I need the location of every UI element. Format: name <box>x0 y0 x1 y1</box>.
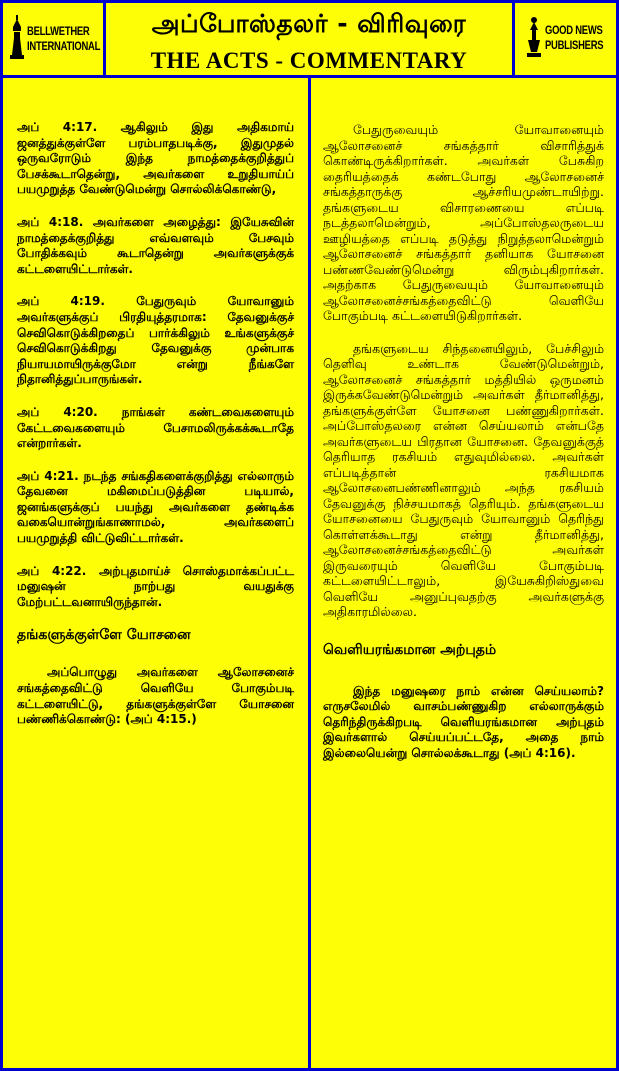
left-column <box>3 78 308 745</box>
page-header <box>0 0 619 78</box>
commentary-paragraph: பேதுருவையும் யோவானையும் ஆலோசனைச் சங்கத்தார் விசாரித்துக் கொண்டிருக்கிறார்கள். அவர்கள் பேசுகிற தைரியத்தைக் கண்டபோது ஆலோசனைச் சங்கத்தாருக்கு ஆச்சரியமுண்டாயிற்று. தங்களுடைய விசாரணையை எப்படி நடத்தலாமென்றும், அப்போஸ்தலருடைய ஊழியத்தை எப்படி தடுத்து நிறுத்தலாமென்றும் ஆலோசனைச் சங்கத்தார் தனியாக யோசனை பண்ணவேண்டுமென்று விரும்புகிறார்கள். அதற்காக பேதுருவையும் யோவானையும் ஆலோசனைச்சங்கத்தைவிட்டு வெளியே போகும்படி கட்டளையிடுகிறார்கள். <box>323 122 604 323</box>
bellwether-wordmark: BELLWETHER INTERNATIONAL <box>27 26 101 53</box>
good-news-publishers-logo <box>512 3 616 75</box>
verse-4-18: அப் 4:18. அவர்களை அழைத்து: இயேசுவின் நாமத்தைக்குறித்து எவ்வளவும் பேசவும் போதிக்கவும் கூடாதென்று அவர்களுக்குக் கட்டளையிட்டார்கள். <box>17 214 294 276</box>
bell-tower-icon <box>9 15 25 65</box>
right-column <box>311 78 616 778</box>
page-title-tamil: அப்போஸ்தலர் - விரிவுரை <box>151 9 467 38</box>
verse-4-20: அப் 4:20. நாங்கள் கண்டவைகளையும் கேட்டவைகளையும் பேசாமலிருக்கக்கூடாதே என்றார்கள். <box>17 404 294 451</box>
section-intro-verse: அப்பொழுது அவர்களை ஆலோசனைச் சங்கத்தைவிட்டு வெளியே போகும்படி கட்டளையிட்டு, தங்களுக்குள்ளே யோசனை பண்ணிக்கொண்டு: (அப் 4:15.) <box>17 665 294 727</box>
bellwether-logo <box>3 3 106 75</box>
commentary-paragraph: தங்களுடைய சிந்தனையிலும், பேச்சிலும் தெளிவு உண்டாக வேண்டுமென்றும், ஆலோசனைச் சங்கத்தார் மத்தியில் ஒருமனம் இருக்கவேண்டுமென்றும் அவர்கள் தீர்மானித்து, தங்களுக்குள்ளே யோசனை பண்ணுகிறார்கள். அப்போஸ்தலரை என்ன செய்யலாம் என்பதே அவர்களுடைய பிரதான யோசனை. தேவனுக்குத் தெரியாத ரகசியம் எதுவுமில்லை. அவர்கள் எப்படித்தான் ரகசியமாக ஆலோசனைபண்ணினாலும் அந்த ரகசியம் தேவனுக்கு நிச்சயமாகத் தெரியும். தங்களுடைய யோசனையை பேதுருவும் யோவானும் தெரிந்து கொள்ளக்கூடாது என்று தீர்மானித்து, ஆலோசனைச்சங்கத்தைவிட்டு அவர்கள் இருவரையும் வெளியே போகும்படி கட்டளையிட்டாலும், இயேசுகிறிஸ்துவை வெளியே அனுப்புவதற்கு அவர்களுக்கு அதிகாரமில்லை. <box>323 340 604 619</box>
verse-4-22: அப் 4:22. அற்புதமாய்ச் சொஸ்தமாக்கப்பட்ட மனுஷன் நாற்பது வயதுக்கு மேற்பட்டவனாயிருந்தான். <box>17 563 294 609</box>
verse-4-19: அப் 4:19. பேதுருவும் யோவானும் அவர்களுக்குப் பிரதியுத்தரமாக: தேவனுக்குச் செவிகொடுக்கிறதைப் பார்க்கிலும் உங்களுக்குச் செவிகொடுக்கிறது தேவனுக்கு முன்பாக நியாயமாயிருக்குமோ என்று நீங்களே நிதானித்துப்பாருங்கள். <box>17 294 294 387</box>
verse-4-21: அப் 4:21. நடந்த சங்கதிகளைக்குறித்து எல்லாரும் தேவனை மகிமைப்படுத்தின படியால், ஜனங்களுக்குப் பயந்து அவர்களை தண்டிக்க வகையொன்றுங்காணாமல், அவர்களைப் பயமுறுத்தி விட்டுவிட்டார்கள். <box>17 468 294 546</box>
verse-4-17: அப் 4:17. ஆகிலும் இது அதிகமாய் ஜனத்துக்குள்ளே பரம்பாதபடிக்கு, இதுமுதல் ஒருவரோடும் இந்த நாமத்தைக்குறித்துப் பேசக்கூடாதென்று, அவர்களை உறுதியாய்ப் பயமுறுத்த வேண்டுமென்று சொல்லிக்கொண்டு, <box>17 120 294 197</box>
lamp-icon <box>525 16 543 64</box>
title-block <box>106 3 512 75</box>
section-heading-left: தங்களுக்குள்ளே யோசனை <box>17 627 191 644</box>
good-news-wordmark: GOOD NEWS PUBLISHERS <box>545 25 604 52</box>
section-intro-verse: இந்த மனுஷரை நாம் என்ன செய்யலாம்? எருசலேமில் வாசம்பண்ணுகிற எல்லாருக்கும் தெரிந்திருக்கிறபடி வெளியரங்கமான அற்புதம் இவர்களால் செய்யப்பட்டதே, அதை நாம் இல்லையென்று சொல்லக்கூடாது (அப் 4:16). <box>323 683 604 760</box>
section-heading-right: வெளியரங்கமான அற்புதம் <box>323 641 497 658</box>
page-title-english: THE ACTS - COMMENTARY <box>150 48 468 73</box>
